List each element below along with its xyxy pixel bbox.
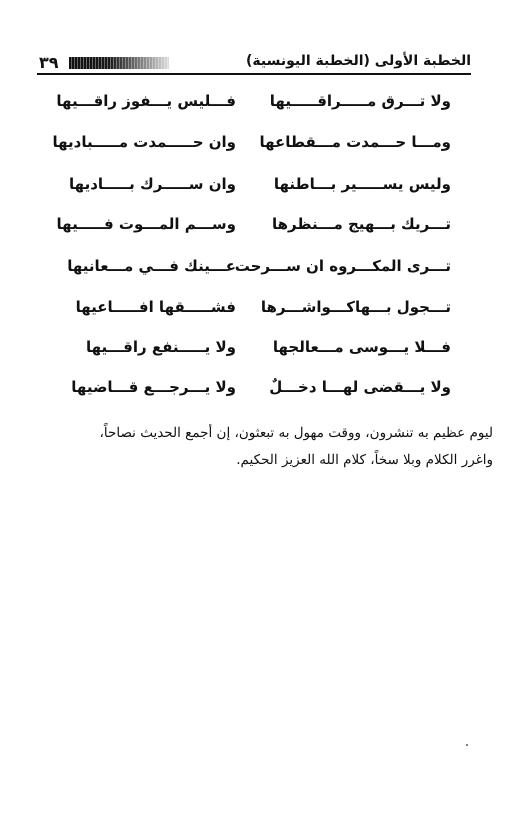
poem-verse-8-left: ولا يـــرجـــع قـــاضيها (71, 378, 236, 396)
poem-verse-7-left: ولا يـــــنفع راقـــيها (85, 338, 236, 356)
poem-verse-3-left: وان ســـــرك بـــــاديها (69, 175, 236, 193)
poem-verse-4-right: تـــريك بـــهيج مـــنظرها (271, 215, 451, 233)
poem-verse-2-left: وان حـــــمدت مـــــباديها (52, 133, 236, 151)
header-rule (37, 73, 471, 75)
poem-verse-1-left: فـــليس يـــفوز راقـــيها (56, 92, 236, 110)
page-number: ٣٩ (39, 53, 59, 72)
print-speck (466, 744, 468, 746)
poem-verse-1-right: ولا تـــرق مـــــراقـــــيها (269, 92, 451, 110)
poem-verse-5-left: عـــينك فـــي مـــعانيها (67, 257, 236, 275)
poem-verse-6-right: تـــجول بـــهاكـــواشـــرها (260, 298, 451, 316)
poem-verse-3-right: وليس يســـــير بـــاطنها (273, 175, 451, 193)
page-header (37, 52, 471, 74)
poem-verse-6-left: فشـــــقها افـــــاعيها (75, 298, 236, 316)
poem-verse-4-left: وســـم المـــوت فـــــيها (56, 215, 236, 233)
running-title: الخطبة الأولى (الخطبة اليونسية) (246, 53, 471, 69)
poem-verse-2-right: ومـــا حـــمدت مـــقطاعها (259, 133, 451, 151)
prose-paragraph (25, 420, 493, 474)
prose-line: ليوم عظيم به تنشرون، ووقت مهول به تبعثون، إن أجمع الحديث نصاحاً، (99, 425, 493, 441)
poem-verse-5-right: تـــرى المكـــروه ان ســـرحت (234, 257, 451, 275)
prose-line: واغرر الكلام وبلا سخاً، كلام الله العزيز الحكيم. (236, 452, 493, 468)
poem-verse-7-right: فـــلا يـــوسى مـــعالجها (272, 338, 451, 356)
header-decorative-bar (69, 57, 169, 69)
poem-verse-8-right: ولا يـــقضى لهـــا دخـــلٌ (269, 378, 451, 396)
